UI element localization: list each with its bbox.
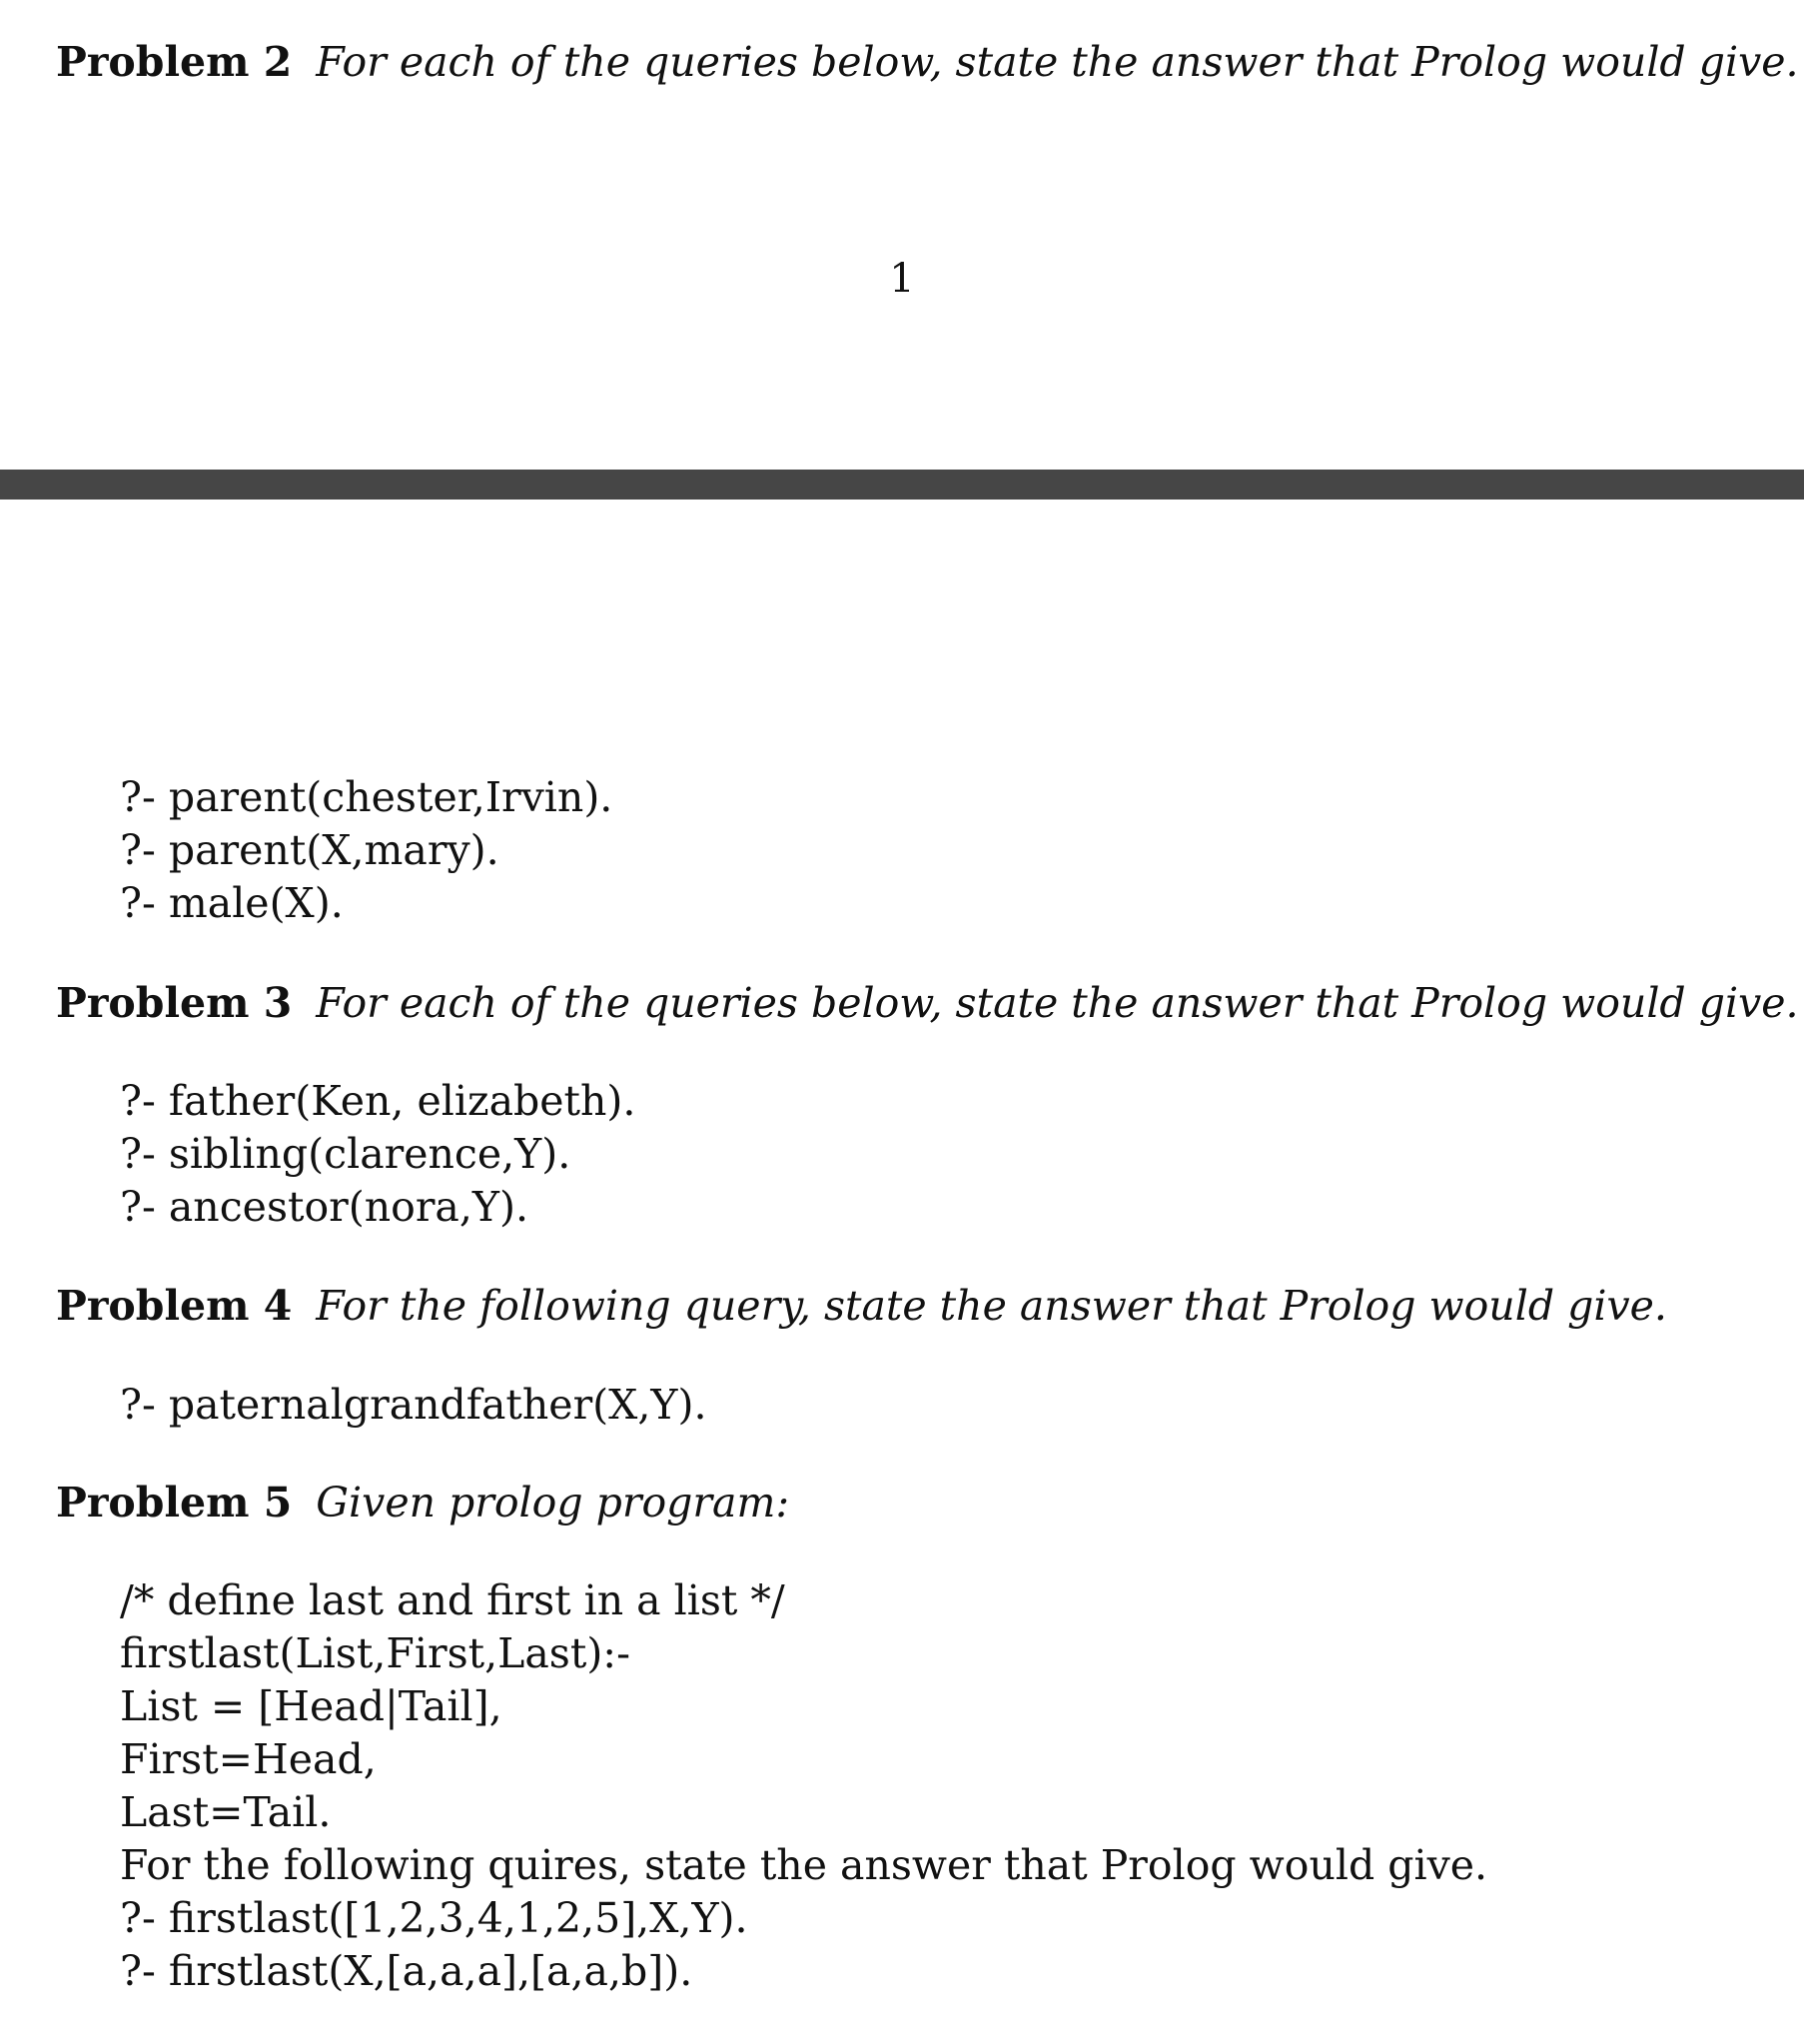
query-line: ?- parent(X,mary).: [120, 826, 499, 874]
problem-4-queries: [120, 1379, 706, 1432]
problem-3-label: Problem 3: [56, 979, 293, 1027]
problem-2-label: Problem 2: [56, 38, 293, 86]
problem-4-heading: [56, 1280, 1667, 1332]
problem-2-heading: [56, 36, 1799, 88]
query-line: ?- ancestor(nora,Y).: [120, 1183, 528, 1231]
program-line: Last=Tail.: [120, 1788, 332, 1836]
program-line: firstlast(List,First,Last):-: [120, 1629, 630, 1677]
query-line: ?- firstlast([1,2,3,4,1,2,5],X,Y).: [120, 1894, 748, 1942]
query-line: ?- firstlast(X,[a,a,a],[a,a,b]).: [120, 1947, 693, 1995]
program-line: List = [Head|Tail],: [120, 1682, 502, 1730]
problem-3-description: For each of the queries below, state the answer that Prolog would give.: [316, 979, 1799, 1027]
problem-3-queries: [120, 1075, 635, 1234]
problem-5-label: Problem 5: [56, 1479, 293, 1527]
query-line: ?- paternalgrandfather(X,Y).: [120, 1381, 707, 1429]
problem-4-description: For the following query, state the answer that Prolog would give.: [316, 1282, 1667, 1330]
problem-2-description: For each of the queries below, state the answer that Prolog would give.: [316, 38, 1799, 86]
instruction-line: For the following quires, state the answer that Prolog would give.: [120, 1841, 1488, 1889]
query-line: ?- male(X).: [120, 879, 344, 927]
problem-2-queries: [120, 771, 612, 930]
query-line: ?- sibling(clarence,Y).: [120, 1130, 571, 1178]
problem-5-program: [120, 1574, 1487, 1998]
problem-4-label: Problem 4: [56, 1282, 293, 1330]
problem-5-description: Given prolog program:: [316, 1479, 790, 1527]
page-number: 1: [889, 256, 915, 302]
page-divider: [0, 470, 1804, 500]
program-line: First=Head,: [120, 1735, 377, 1783]
problem-5-heading: [56, 1477, 789, 1529]
program-comment-line: /* define last and first in a list */: [120, 1576, 785, 1624]
query-line: ?- father(Ken, elizabeth).: [120, 1077, 636, 1125]
problem-3-heading: [56, 977, 1799, 1029]
query-line: ?- parent(chester,Irvin).: [120, 773, 613, 821]
